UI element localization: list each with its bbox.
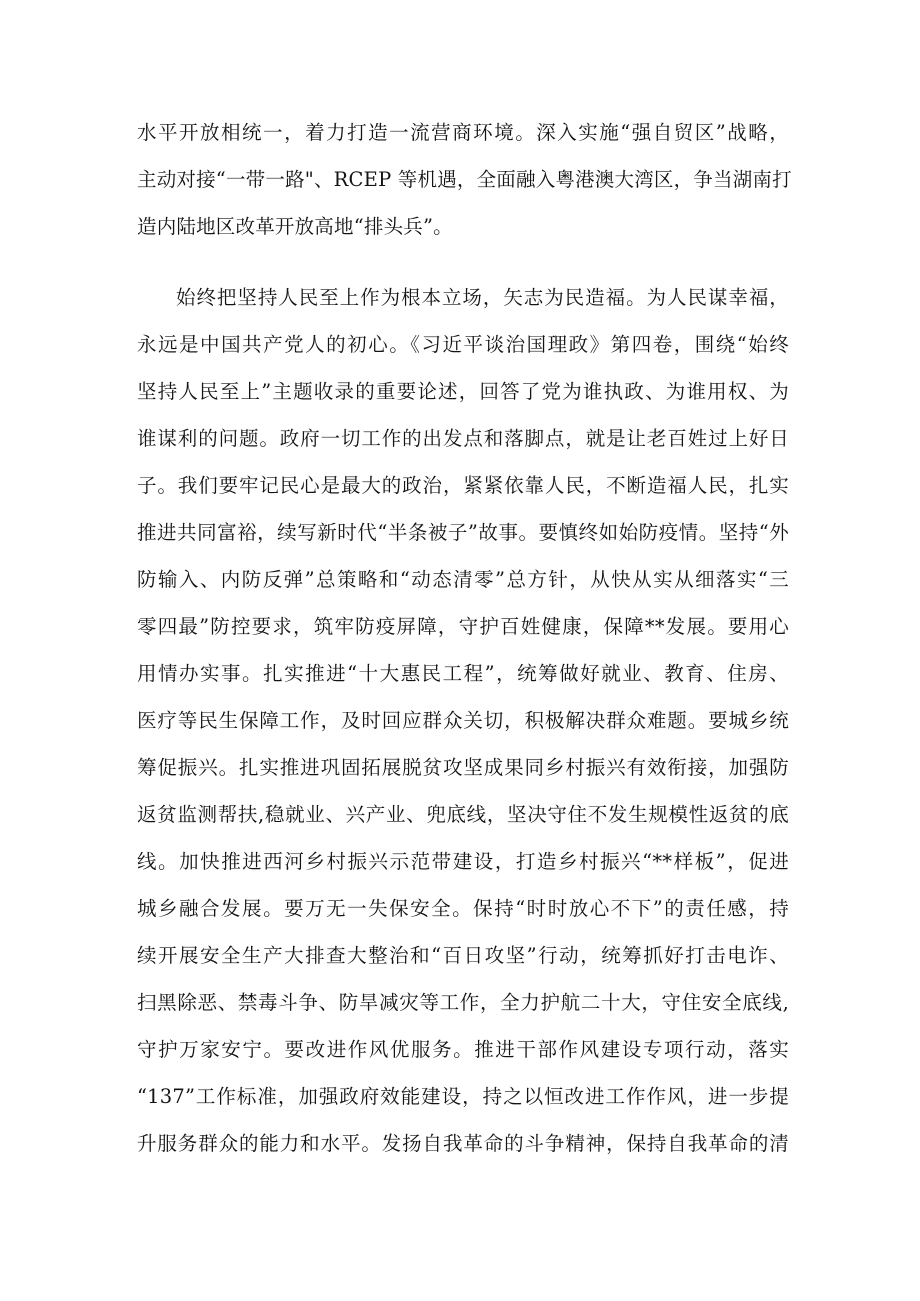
text-line: 筹促振兴。扎实推进巩固拓展脱贫攻坚成果同乡村振兴有效衔接，加强防 (137, 756, 789, 779)
text-line: 防输入、内防反弹”总策略和“动态清零”总方针，从快从实从细落实“三 (137, 568, 789, 591)
text-line: 升服务群众的能力和水平。发扬自我革命的斗争精神，保持自我革命的清 (137, 1132, 789, 1155)
text-line: 推进共同富裕，续写新时代“半条被子”故事。要慎终如始防疫情。坚持“外 (137, 521, 789, 544)
text-line: “137”工作标准，加强政府效能建设，持之以恒改进工作作风，进一步提 (137, 1085, 789, 1108)
text-line: 永远是中国共产党人的初心。《习近平谈治国理政》第四卷，围绕“始终 (137, 333, 789, 356)
text-line: 返贫监测帮扶,稳就业、兴产业、兜底线，坚决守住不发生规模性返贫的底 (137, 803, 789, 826)
text-line: 水平开放相统一，着力打造一流营商环境。深入实施“强自贸区”战略， (137, 121, 789, 144)
text-line: 续开展安全生产大排查大整治和“百日攻坚”行动，统筹抓好打击电诈、 (137, 944, 789, 967)
text-line: 线。加快推进西河乡村振兴示范带建设，打造乡村振兴“**样板”，促进 (137, 850, 789, 873)
text-line: 造内陆地区改革开放高地“排头兵”。 (137, 215, 453, 238)
text-line: 用情办实事。扎实推进“十大惠民工程”，统筹做好就业、教育、住房、 (137, 662, 789, 685)
text-line: 坚持人民至上”主题收录的重要论述，回答了党为谁执政、为谁用权、为 (137, 380, 789, 403)
text-line: 医疗等民生保障工作，及时回应群众关切，积极解决群众难题。要城乡统 (137, 709, 789, 732)
text-line: 扫黑除恶、禁毒斗争、防旱减灾等工作，全力护航二十大，守住安全底线, (137, 991, 789, 1014)
text-line: 守护万家安宁。要改进作风优服务。推进干部作风建设专项行动，落实 (137, 1038, 789, 1061)
text-line: 谁谋利的问题。政府一切工作的出发点和落脚点，就是让老百姓过上好日 (137, 427, 789, 450)
text-line: 城乡融合发展。要万无一失保安全。保持“时时放心不下”的责任感，持 (137, 897, 789, 920)
text-line: 始终把坚持人民至上作为根本立场，矢志为民造福。为人民谋幸福， (176, 286, 789, 309)
text-line: 零四最”防控要求，筑牢防疫屏障，守护百姓健康，保障**发展。要用心 (137, 615, 789, 638)
text-line: 主动对接“一带一路"、RCEP 等机遇，全面融入粤港澳大湾区，争当湖南打 (137, 168, 792, 191)
text-line: 子。我们要牢记民心是最大的政治，紧紧依靠人民，不断造福人民，扎实 (137, 474, 789, 497)
